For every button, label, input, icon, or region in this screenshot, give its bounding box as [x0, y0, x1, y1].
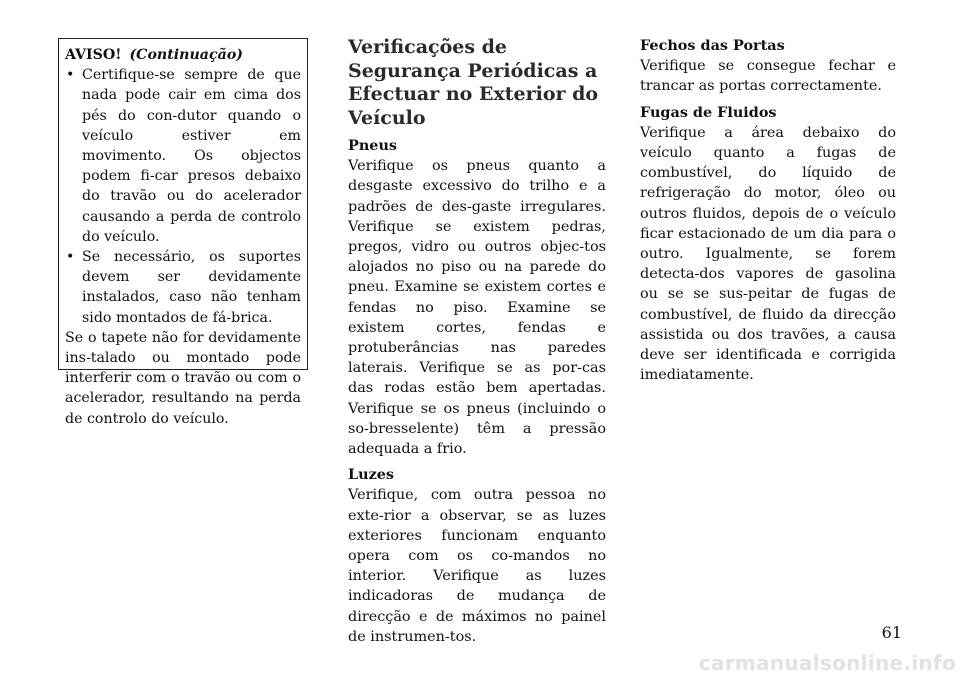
paragraph-fluid-leaks: Verifique a área debaixo do veículo quanto a fugas de combustível, do líquido de refrigeração do motor, óleo ou outros fluidos, depois de o veículo ficar estacionado de um dia para o outro. Igualmente, se forem detecta-dos vapores de gasolina ou se se sus-peitar de fugas de combustível, de fluido da direcção assistida ou dos travões, a causa deve ser identificada e corrigida imediatamente.	[640, 124, 896, 384]
watermark: carmanualsonline.info	[698, 651, 956, 675]
warning-continuation: (Continuação)	[129, 47, 244, 63]
subheading-lights: Luzes	[348, 466, 395, 484]
paragraph-door-locks: Verifique se consegue fechar e trancar as portas correctamente.	[640, 58, 896, 95]
column-middle	[348, 36, 606, 653]
warning-heading	[65, 45, 301, 65]
warning-closing: Se o tapete não for devidamente ins-talado ou montado pode interferir com o travão ou com o acelerador, resultando na perda de controlo do veículo.	[65, 329, 301, 427]
warning-box	[58, 38, 308, 427]
warning-list	[65, 65, 301, 328]
subheading-fluid-leaks: Fugas de Fluidos	[640, 103, 777, 121]
section-title: Verificações de Segurança Periódicas a Efectuar no Exterior do Veículo	[348, 36, 599, 129]
warning-label: AVISO!	[65, 47, 122, 63]
paragraph-tyres: Verifique os pneus quanto a desgaste excessivo do trilho e a padrões de des-gaste irregulares. Verifique se existem pedras, pregos, vidro ou outros objec-tos alojados no piso ou na parede do pneu. Examine se existem cortes e fendas no piso. Examine se existem cortes, fendas e protuberâncias nas paredes laterais. Verifique se as por-cas das rodas estão bem apertadas. Verifique se os pneus (incluindo o so-bresselente) têm a pressão adequada a frio.	[348, 158, 606, 458]
column-right	[640, 36, 896, 391]
warning-bullet: • Se necessário, os suportes devem ser devidamente instalados, caso não tenham sido montados de fá-brica.	[65, 247, 301, 328]
subheading-door-locks: Fechos das Portas	[640, 37, 785, 54]
warning-bullet: • Certifique-se sempre de que nada pode cair em cima dos pés do con-dutor quando o veículo estiver em movimento. Os objectos podem fi-car presos debaixo do travão ou do acelerador causando a perda de controlo do veículo.	[65, 65, 301, 247]
paragraph-lights: Verifique, com outra pessoa no exte-rior a observar, se as luzes exteriores funcionam enquanto opera com os co-mandos no interior. Verifique as luzes indicadoras de mudança de direcção e de máximos no painel de instrumen-tos.	[348, 487, 606, 645]
page-number: 61	[881, 623, 902, 642]
subheading-tyres: Pneus	[348, 137, 398, 154]
